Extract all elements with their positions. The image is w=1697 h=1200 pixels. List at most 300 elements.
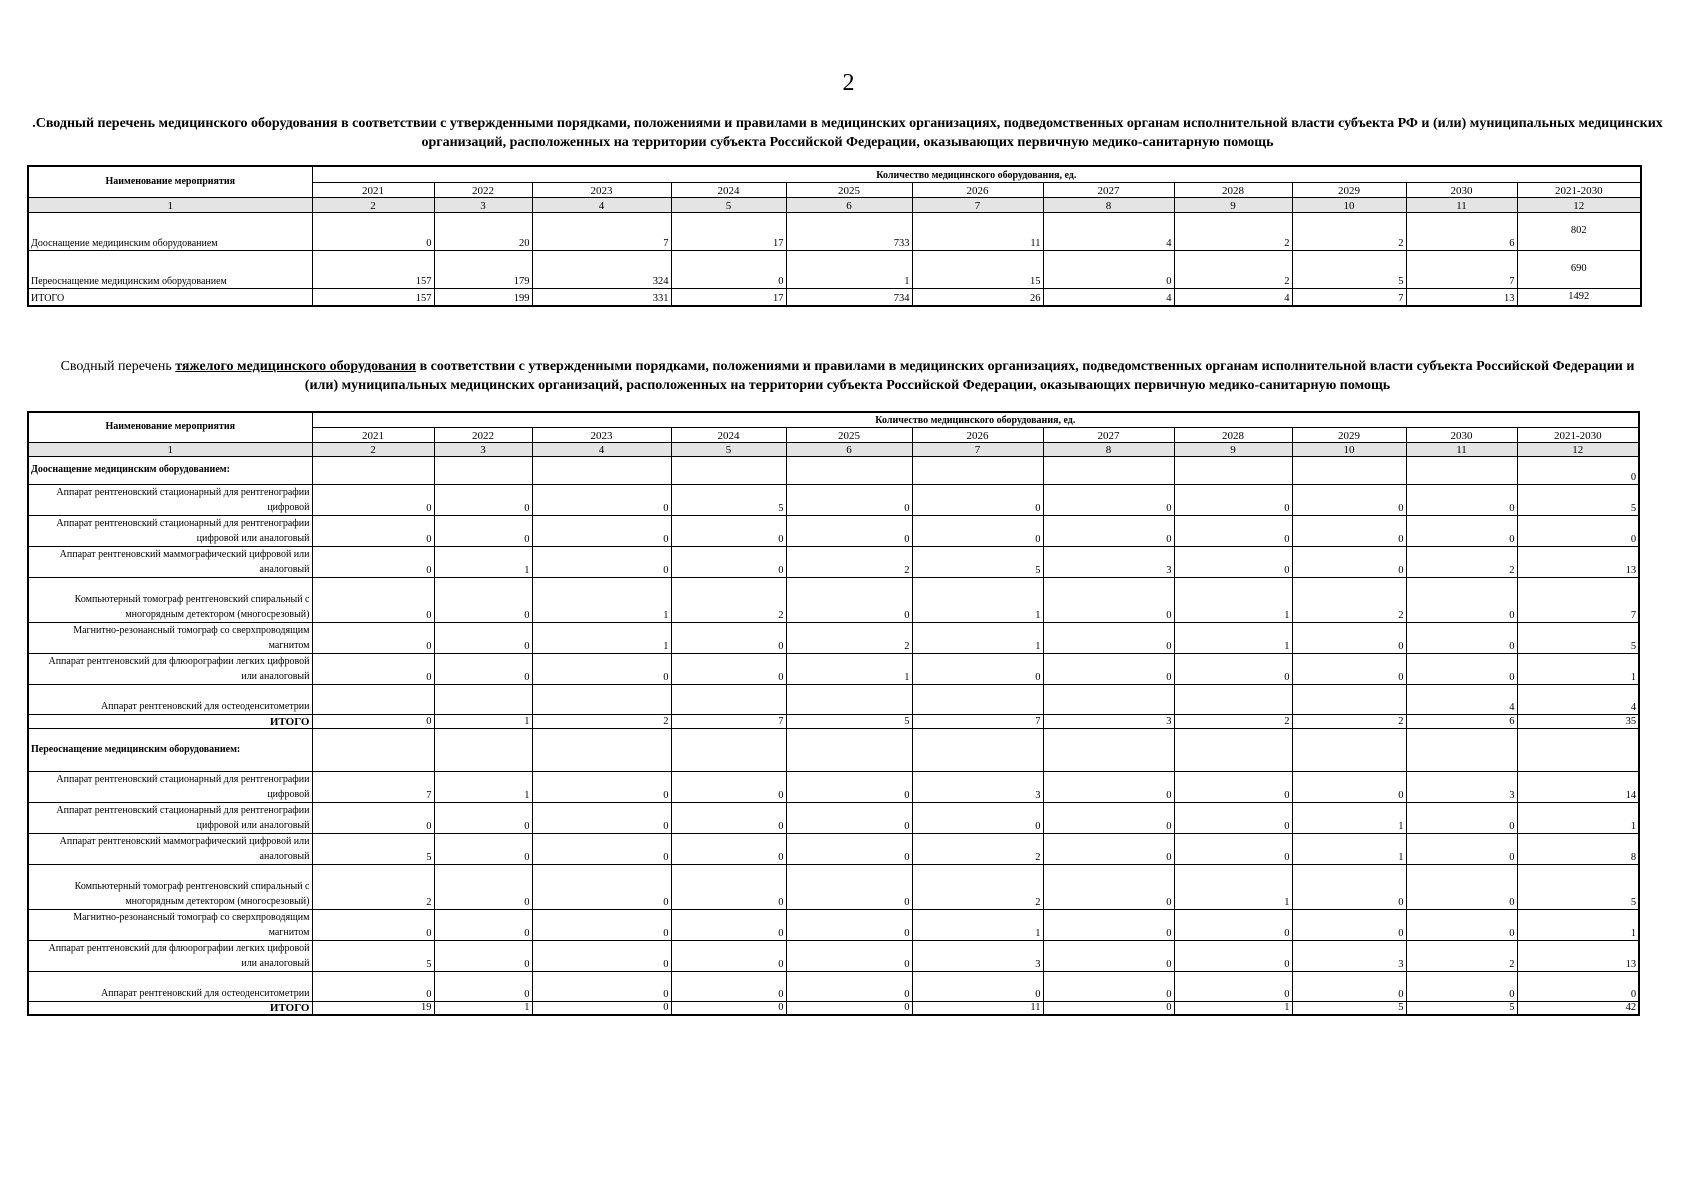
cell-value: 17 xyxy=(671,212,786,250)
total-value: 0 xyxy=(1043,1001,1174,1015)
total-value: 7 xyxy=(912,714,1043,728)
row-total: 690 xyxy=(1517,250,1641,288)
cell-value: 5 xyxy=(1292,250,1406,288)
total-value: 0 xyxy=(786,1001,912,1015)
cell-value: 0 xyxy=(786,577,912,622)
cell-value: 0 xyxy=(1174,971,1292,1001)
cell-value: 0 xyxy=(1406,971,1517,1001)
cell-value: 0 xyxy=(1406,622,1517,653)
cell-value: 0 xyxy=(434,484,532,515)
cell-value xyxy=(1406,728,1517,771)
cell-value: 0 xyxy=(671,250,786,288)
cell-value xyxy=(1292,684,1406,714)
page-number: 2 xyxy=(842,70,855,96)
total-value: 35 xyxy=(1517,714,1639,728)
cell-value: 0 xyxy=(434,864,532,909)
cell-value: 0 xyxy=(912,484,1043,515)
cell-value: 3 xyxy=(912,940,1043,971)
cell-value: 0 xyxy=(312,971,434,1001)
column-number: 10 xyxy=(1292,442,1406,456)
total-row xyxy=(28,1001,1639,1015)
cell-value: 0 xyxy=(671,833,786,864)
cell-value: 1 xyxy=(1174,577,1292,622)
cell-value: 0 xyxy=(434,622,532,653)
column-number: 7 xyxy=(912,442,1043,456)
row-name: ИТОГО xyxy=(28,288,312,306)
cell-value: 331 xyxy=(532,288,671,306)
cell-value: 734 xyxy=(786,288,912,306)
column-number: 11 xyxy=(1406,442,1517,456)
cell-value xyxy=(434,684,532,714)
total-value: 0 xyxy=(532,1001,671,1015)
cell-value: 0 xyxy=(1043,833,1174,864)
cell-value: 0 xyxy=(786,909,912,940)
total-value: 2 xyxy=(1174,714,1292,728)
item-name: Аппарат рентгеновский для флюорографии легких цифровой или аналоговый xyxy=(28,653,312,684)
cell-value: 0 xyxy=(1406,864,1517,909)
cell-value: 0 xyxy=(312,909,434,940)
cell-value: 0 xyxy=(1174,653,1292,684)
cell-value: 0 xyxy=(532,971,671,1001)
cell-value xyxy=(912,456,1043,484)
cell-value: 1 xyxy=(786,250,912,288)
cell-value: 0 xyxy=(671,622,786,653)
cell-value xyxy=(312,456,434,484)
column-number: 6 xyxy=(786,197,912,212)
item-name: Аппарат рентгеновский для остеоденситометрии xyxy=(28,684,312,714)
cell-value xyxy=(312,684,434,714)
item-name: Компьютерный томограф рентгеновский спиральный с многорядным детектором (многосрезовый) xyxy=(28,577,312,622)
cell-value: 0 xyxy=(1174,515,1292,546)
cell-value: 1 xyxy=(1292,833,1406,864)
cell-value: 0 xyxy=(532,653,671,684)
column-number: 8 xyxy=(1043,197,1174,212)
cell-value: 2 xyxy=(312,864,434,909)
cell-value: 0 xyxy=(671,515,786,546)
column-number: 8 xyxy=(1043,442,1174,456)
cell-value: 7 xyxy=(312,771,434,802)
cell-value: 0 xyxy=(434,940,532,971)
heavy-equipment-table xyxy=(27,411,1640,1016)
total-value: 2 xyxy=(532,714,671,728)
total-value: 7 xyxy=(671,714,786,728)
title-pre: Сводный перечень xyxy=(60,359,172,374)
column-number: 2 xyxy=(312,197,434,212)
cell-value: 733 xyxy=(786,212,912,250)
total-value: 5 xyxy=(786,714,912,728)
total-value: 19 xyxy=(312,1001,434,1015)
table-row xyxy=(28,577,1639,622)
cell-value xyxy=(1292,728,1406,771)
cell-value: 0 xyxy=(1043,484,1174,515)
cell-value: 0 xyxy=(671,546,786,577)
row-name: Переоснащение медицинским оборудованием xyxy=(28,250,312,288)
cell-value: 20 xyxy=(434,212,532,250)
cell-value: 0 xyxy=(912,802,1043,833)
column-number: 12 xyxy=(1517,197,1641,212)
cell-value: 0 xyxy=(434,515,532,546)
cell-value: 0 xyxy=(1406,653,1517,684)
year-header: 2025 xyxy=(786,182,912,197)
item-name: Магнитно-резонансный томограф со сверхпроводящим магнитом xyxy=(28,909,312,940)
cell-value: 0 xyxy=(786,802,912,833)
cell-value: 0 xyxy=(1292,771,1406,802)
cell-value xyxy=(532,456,671,484)
year-header: 2028 xyxy=(1174,427,1292,442)
table-row xyxy=(28,515,1639,546)
cell-value: 0 xyxy=(312,515,434,546)
table-row xyxy=(28,833,1639,864)
cell-value: 0 xyxy=(532,546,671,577)
item-name: Аппарат рентгеновский стационарный для рентгенографии цифровой или аналоговый xyxy=(28,515,312,546)
cell-value: 0 xyxy=(671,971,786,1001)
cell-value: 1 xyxy=(1174,622,1292,653)
cell-value: 5 xyxy=(912,546,1043,577)
year-header: 2022 xyxy=(434,182,532,197)
cell-value: 0 xyxy=(434,833,532,864)
cell-value: 0 xyxy=(1292,653,1406,684)
cell-value: 0 xyxy=(912,971,1043,1001)
cell-value: 1 xyxy=(912,577,1043,622)
cell-value: 0 xyxy=(912,515,1043,546)
item-name: Аппарат рентгеновский стационарный для рентгенографии цифровой или аналоговый xyxy=(28,802,312,833)
cell-value: 7 xyxy=(1406,250,1517,288)
cell-value: 2 xyxy=(786,622,912,653)
cell-value: 0 xyxy=(434,909,532,940)
cell-value: 4 xyxy=(1406,684,1517,714)
total-label: ИТОГО xyxy=(28,714,312,728)
column-number: 6 xyxy=(786,442,912,456)
cell-value: 1 xyxy=(1292,802,1406,833)
cell-value: 5 xyxy=(1517,622,1639,653)
title-bold2: Российской Федерации xyxy=(886,378,1034,393)
column-number: 9 xyxy=(1174,442,1292,456)
cell-value: 2 xyxy=(1174,250,1292,288)
cell-value: 0 xyxy=(786,971,912,1001)
cell-value: 1 xyxy=(1517,802,1639,833)
cell-value: 2 xyxy=(671,577,786,622)
cell-value: 0 xyxy=(1517,971,1639,1001)
cell-value: 3 xyxy=(1406,771,1517,802)
cell-value: 0 xyxy=(1174,940,1292,971)
cell-value: 0 xyxy=(1043,653,1174,684)
cell-value: 1 xyxy=(434,771,532,802)
cell-value: 0 xyxy=(1406,515,1517,546)
cell-value: 26 xyxy=(912,288,1043,306)
table-row xyxy=(28,940,1639,971)
cell-value: 0 xyxy=(532,484,671,515)
cell-value: 0 xyxy=(1174,833,1292,864)
total-value: 5 xyxy=(1406,1001,1517,1015)
cell-value: 7 xyxy=(1292,288,1406,306)
cell-value: 0 xyxy=(1292,864,1406,909)
column-number: 12 xyxy=(1517,442,1639,456)
table1-title: .Сводный перечень медицинского оборудования в соответствии с утвержденными порядками, положениями и правилами в медицинских организациях, подведомственных органам исполнительной власти субъекта РФ и (или) муниципальных медицинских организаций, расположенных на территории субъекта Российской Федерации, оказывающих первичную медико-санитарную помощь xyxy=(32,116,1663,150)
year-header: 2021 xyxy=(312,427,434,442)
cell-value: 0 xyxy=(312,802,434,833)
cell-value: 0 xyxy=(532,802,671,833)
cell-value: 0 xyxy=(1406,577,1517,622)
cell-value: 157 xyxy=(312,288,434,306)
column-number: 7 xyxy=(912,197,1043,212)
cell-value: 0 xyxy=(1043,622,1174,653)
column-number: 1 xyxy=(28,197,312,212)
cell-value xyxy=(1174,456,1292,484)
cell-value: 1 xyxy=(532,577,671,622)
cell-value: 0 xyxy=(532,864,671,909)
cell-value xyxy=(786,684,912,714)
cell-value: 0 xyxy=(312,577,434,622)
item-name: Аппарат рентгеновский для остеоденситометрии xyxy=(28,971,312,1001)
total-value: 42 xyxy=(1517,1001,1639,1015)
year-header: 2023 xyxy=(532,182,671,197)
cell-value: 17 xyxy=(671,288,786,306)
cell-value: 15 xyxy=(912,250,1043,288)
cell-value: 1 xyxy=(1174,864,1292,909)
cell-value xyxy=(671,684,786,714)
column-number: 3 xyxy=(434,442,532,456)
table-row xyxy=(28,864,1639,909)
equipment-summary-table xyxy=(27,165,1642,307)
year-header: 2023 xyxy=(532,427,671,442)
cell-value: 5 xyxy=(1517,864,1639,909)
cell-value: 0 xyxy=(786,940,912,971)
table-row xyxy=(28,771,1639,802)
table-row xyxy=(28,546,1639,577)
cell-value: 13 xyxy=(1406,288,1517,306)
cell-value: 0 xyxy=(1406,909,1517,940)
year-header: 2030 xyxy=(1406,427,1517,442)
cell-value: 6 xyxy=(1406,212,1517,250)
cell-value: 5 xyxy=(312,940,434,971)
cell-value: 0 xyxy=(434,971,532,1001)
cell-value: 0 xyxy=(1174,771,1292,802)
cell-value: 0 xyxy=(312,653,434,684)
year-header: 2029 xyxy=(1292,182,1406,197)
cell-value: 2 xyxy=(912,864,1043,909)
column-number: 5 xyxy=(671,197,786,212)
title-bold1: Российской Федерации xyxy=(1476,359,1623,374)
cell-value: 13 xyxy=(1517,546,1639,577)
year-header: 2030 xyxy=(1406,182,1517,197)
year-header: 2022 xyxy=(434,427,532,442)
cell-value: 0 xyxy=(1043,971,1174,1001)
cell-value xyxy=(1043,728,1174,771)
cell-value: 0 xyxy=(1292,909,1406,940)
col-name-header: Наименование мероприятия xyxy=(28,412,312,442)
year-header: 2026 xyxy=(912,182,1043,197)
cell-value xyxy=(532,684,671,714)
cell-value xyxy=(1174,728,1292,771)
cell-value: 0 xyxy=(1043,250,1174,288)
cell-value: 0 xyxy=(1517,515,1639,546)
cell-value: 8 xyxy=(1517,833,1639,864)
cell-value: 2 xyxy=(786,546,912,577)
total-value: 11 xyxy=(912,1001,1043,1015)
cell-value: 2 xyxy=(1406,546,1517,577)
cell-value: 0 xyxy=(671,653,786,684)
cell-value: 0 xyxy=(786,864,912,909)
cell-value: 0 xyxy=(1174,546,1292,577)
column-number: 4 xyxy=(532,197,671,212)
cell-value: 4 xyxy=(1174,288,1292,306)
cell-value: 0 xyxy=(1292,971,1406,1001)
item-name: Компьютерный томограф рентгеновский спиральный с многорядным детектором (многосрезовый) xyxy=(28,864,312,909)
cell-value: 2 xyxy=(1174,212,1292,250)
cell-value: 4 xyxy=(1517,684,1639,714)
cell-value: 0 xyxy=(1174,909,1292,940)
cell-value: 0 xyxy=(786,833,912,864)
table-row xyxy=(28,484,1639,515)
item-name: Аппарат рентгеновский маммографический цифровой или аналоговый xyxy=(28,833,312,864)
year-header: 2029 xyxy=(1292,427,1406,442)
cell-value xyxy=(532,728,671,771)
cell-value: 5 xyxy=(1517,484,1639,515)
cell-value: 1 xyxy=(1517,653,1639,684)
item-name: Аппарат рентгеновский маммографический цифровой или аналоговый xyxy=(28,546,312,577)
cell-value: 0 xyxy=(671,909,786,940)
column-number: 3 xyxy=(434,197,532,212)
total-value: 1 xyxy=(434,714,532,728)
cell-value xyxy=(434,728,532,771)
cell-value xyxy=(434,456,532,484)
cell-value: 2 xyxy=(912,833,1043,864)
cell-value: 0 xyxy=(1043,515,1174,546)
cell-value: 3 xyxy=(1043,546,1174,577)
cell-value: 0 xyxy=(532,515,671,546)
cell-value: 0 xyxy=(1043,577,1174,622)
cell-value: 0 xyxy=(1292,622,1406,653)
item-name: Магнитно-резонансный томограф со сверхпроводящим магнитом xyxy=(28,622,312,653)
year-header: 2025 xyxy=(786,427,912,442)
group-header: Количество медицинского оборудования, ед. xyxy=(312,412,1639,427)
cell-value: 0 xyxy=(786,484,912,515)
title-end: , оказывающих первичную медико-санитарную помощь xyxy=(1033,378,1391,393)
title-mid: в соответствии с утвержденными порядками, положениями и правилами в медицинских организациях, подведомственных органам исполнительной власти субъекта xyxy=(419,359,1473,374)
cell-value xyxy=(786,728,912,771)
cell-value: 0 xyxy=(1043,909,1174,940)
year-header: 2024 xyxy=(671,182,786,197)
cell-value: 7 xyxy=(1517,577,1639,622)
table-row xyxy=(28,622,1639,653)
cell-value xyxy=(912,728,1043,771)
cell-value xyxy=(786,456,912,484)
cell-value: 0 xyxy=(786,515,912,546)
cell-value: 0 xyxy=(1174,484,1292,515)
table-row xyxy=(28,802,1639,833)
cell-value: 5 xyxy=(671,484,786,515)
column-number: 9 xyxy=(1174,197,1292,212)
cell-value: 1 xyxy=(912,622,1043,653)
col-name-header: Наименование мероприятия xyxy=(28,166,312,197)
cell-value: 199 xyxy=(434,288,532,306)
column-number: 10 xyxy=(1292,197,1406,212)
title-underlined: тяжелого медицинского оборудования xyxy=(175,359,417,374)
cell-value: 11 xyxy=(912,212,1043,250)
table-row xyxy=(28,212,1641,250)
cell-value xyxy=(1292,456,1406,484)
cell-value: 1 xyxy=(532,622,671,653)
item-name: Аппарат рентгеновский стационарный для рентгенографии цифровой xyxy=(28,771,312,802)
year-header: 2024 xyxy=(671,427,786,442)
group-header: Количество медицинского оборудования, ед. xyxy=(312,166,1641,182)
cell-value: 0 xyxy=(1043,940,1174,971)
cell-value: 0 xyxy=(1043,864,1174,909)
cell-value: 0 xyxy=(1406,484,1517,515)
column-number: 11 xyxy=(1406,197,1517,212)
cell-value: 0 xyxy=(1406,802,1517,833)
cell-value: 0 xyxy=(1292,484,1406,515)
cell-value: 1 xyxy=(912,909,1043,940)
cell-value: 0 xyxy=(1043,771,1174,802)
cell-value xyxy=(1043,456,1174,484)
total-label: ИТОГО xyxy=(28,1001,312,1015)
cell-value: 0 xyxy=(312,622,434,653)
cell-value: 1 xyxy=(786,653,912,684)
cell-value xyxy=(671,456,786,484)
year-header: 2028 xyxy=(1174,182,1292,197)
year-header: 2021-2030 xyxy=(1517,182,1641,197)
total-value: 2 xyxy=(1292,714,1406,728)
cell-value: 5 xyxy=(312,833,434,864)
cell-value: 0 xyxy=(1406,833,1517,864)
cell-value: 1 xyxy=(434,546,532,577)
cell-value: 0 xyxy=(312,546,434,577)
cell-value: 0 xyxy=(1292,546,1406,577)
cell-value: 0 xyxy=(434,653,532,684)
table-row xyxy=(28,250,1641,288)
total-value: 6 xyxy=(1406,714,1517,728)
total-value: 0 xyxy=(312,714,434,728)
column-number: 5 xyxy=(671,442,786,456)
row-name: Дооснащение медицинским оборудованием xyxy=(28,212,312,250)
cell-value: 0 xyxy=(434,577,532,622)
cell-value xyxy=(912,684,1043,714)
year-header: 2027 xyxy=(1043,182,1174,197)
total-row xyxy=(28,714,1639,728)
section-row xyxy=(28,728,1639,771)
cell-value: 0 xyxy=(532,940,671,971)
cell-value: 2 xyxy=(1406,940,1517,971)
table-row xyxy=(28,653,1639,684)
total-value: 1 xyxy=(1174,1001,1292,1015)
section-title: Дооснащение медицинским оборудованием: xyxy=(28,456,312,484)
cell-value: 0 xyxy=(671,802,786,833)
cell-value: 0 xyxy=(671,771,786,802)
cell-value: 0 xyxy=(912,653,1043,684)
cell-value: 2 xyxy=(1292,212,1406,250)
total-value: 5 xyxy=(1292,1001,1406,1015)
cell-value: 1 xyxy=(1517,909,1639,940)
cell-value xyxy=(312,728,434,771)
cell-value: 0 xyxy=(312,484,434,515)
section-row xyxy=(28,456,1639,484)
title-mid2: и (или) муниципальных медицинских организаций, расположенных на территории субъекта xyxy=(304,359,1635,393)
cell-value: 3 xyxy=(1292,940,1406,971)
column-number: 2 xyxy=(312,442,434,456)
item-name: Аппарат рентгеновский для флюорографии легких цифровой или аналоговый xyxy=(28,940,312,971)
cell-value xyxy=(1174,684,1292,714)
cell-value: 3 xyxy=(912,771,1043,802)
cell-value: 157 xyxy=(312,250,434,288)
cell-value xyxy=(1043,684,1174,714)
cell-value: 13 xyxy=(1517,940,1639,971)
total-value: 3 xyxy=(1043,714,1174,728)
cell-value: 4 xyxy=(1043,288,1174,306)
table-row xyxy=(28,288,1641,306)
total-value: 1 xyxy=(434,1001,532,1015)
cell-value: 0 xyxy=(1292,515,1406,546)
